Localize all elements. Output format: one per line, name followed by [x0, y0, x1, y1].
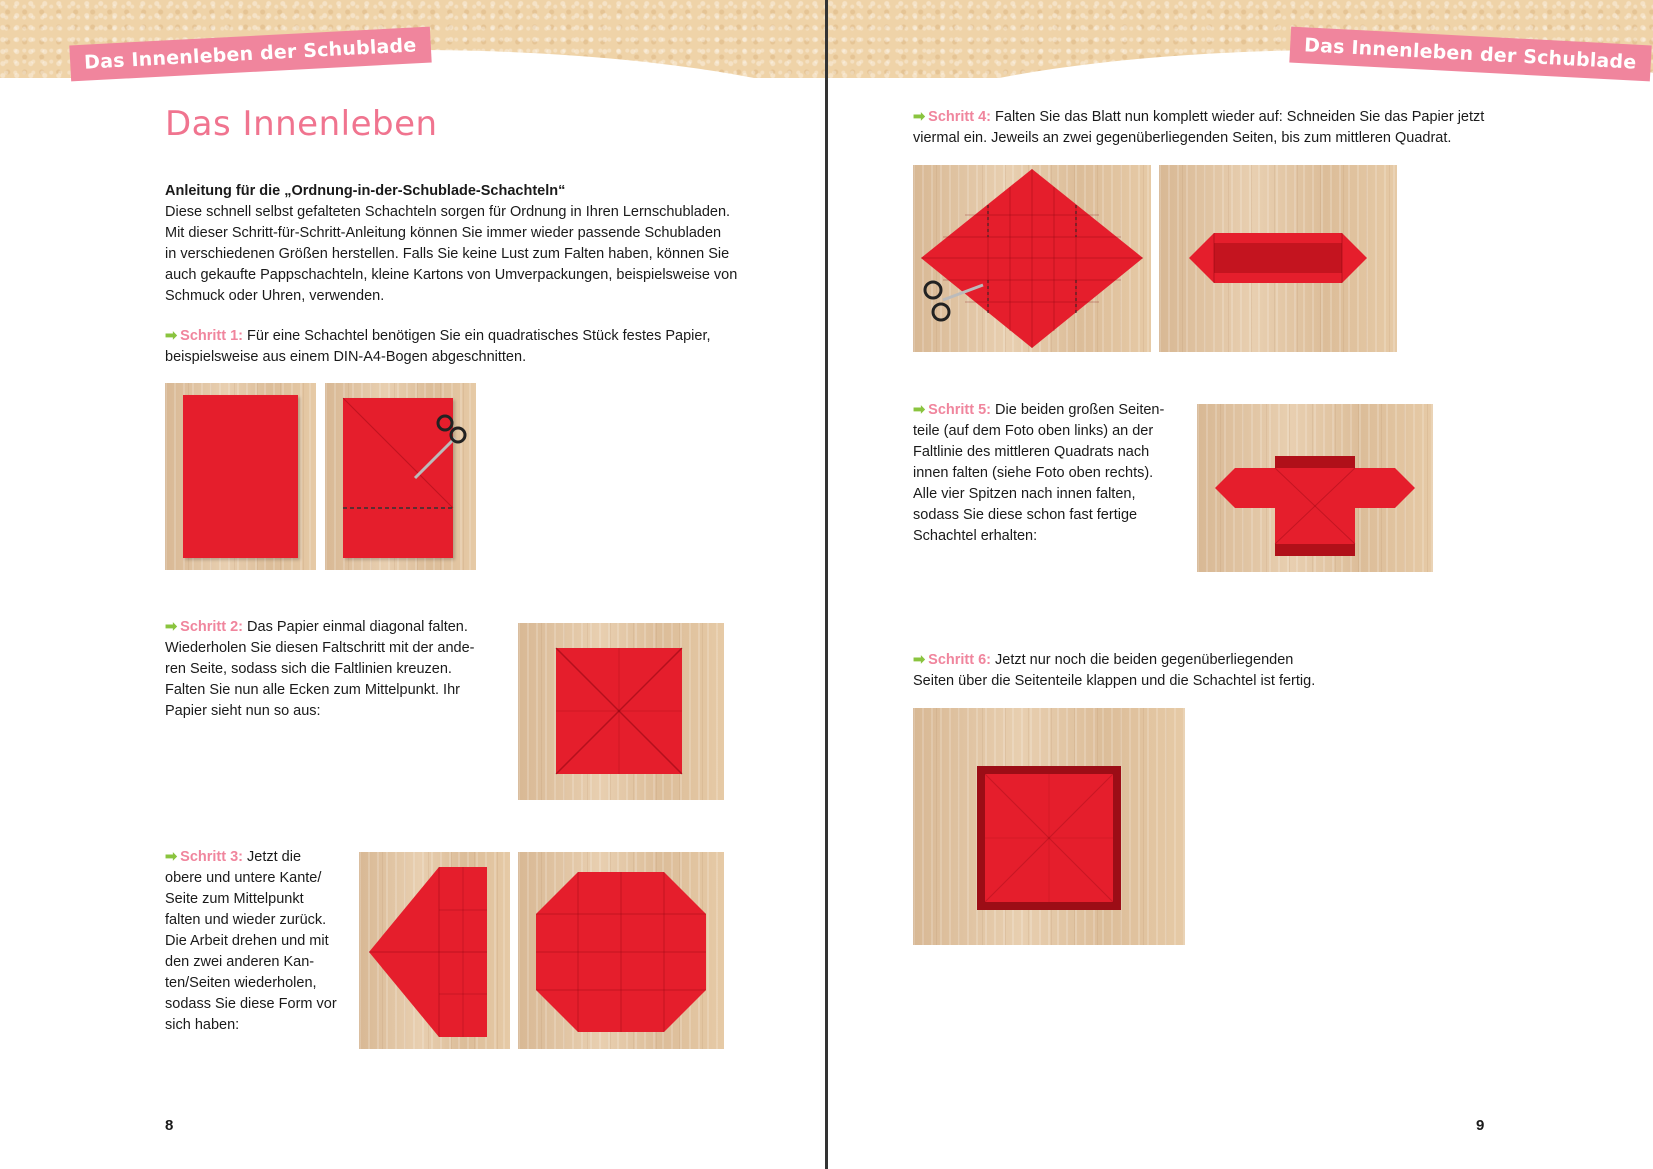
step2-line: ren Seite, sodass sich die Faltlinien kreuzen. [165, 661, 452, 677]
step2-text [165, 617, 495, 722]
step2-line: Wiederholen Sie diesen Faltschritt mit der ande- [165, 640, 475, 656]
step6-first-line: Jetzt nur noch die beiden gegenüberliegenden [995, 652, 1294, 668]
step3-line: Seite zum Mittelpunkt [165, 891, 304, 907]
section-tab-left: Das Innenleben der Schublade [69, 27, 431, 82]
step5-line: sodass Sie diese schon fast fertige [913, 507, 1138, 523]
page-number-left: 8 [165, 1117, 174, 1134]
right-arrow-icon: ➡ [165, 328, 178, 344]
step2-label: Schritt 2: [180, 619, 243, 635]
photo-half-fold [359, 852, 510, 1049]
step3-line: sich haben: [165, 1017, 240, 1033]
step3-text [165, 847, 345, 1036]
right-page [828, 0, 1653, 1169]
step5-line: innen falten (siehe Foto oben rechts). [913, 465, 1154, 481]
step1-label: Schritt 1: [180, 328, 243, 344]
step2-line: Falten Sie nun alle Ecken zum Mittelpunkt. Ihr [165, 682, 460, 698]
step5-line: Schachtel erhalten: [913, 528, 1038, 544]
step2-first-line: Das Papier einmal diagonal falten. [247, 619, 468, 635]
photo-almost-box [1197, 404, 1433, 572]
step3-first-line: Jetzt die [247, 849, 302, 865]
step3-line: obere und untere Kante/ [165, 870, 322, 886]
step5-first-line: Die beiden großen Seiten- [995, 402, 1165, 418]
step4-text [913, 107, 1633, 149]
page-number-right: 9 [1476, 1117, 1485, 1134]
intro-heading: Anleitung für die „Ordnung-in-der-Schublade-Schachteln“ [165, 183, 566, 199]
step3-line: ten/Seiten wiederholen, [165, 975, 317, 991]
intro-line: in verschiedenen Größen herstellen. Falls Sie keine Lust zum Falten haben, können Sie [165, 246, 730, 262]
photo-octagon [518, 852, 724, 1049]
step6-line: Seiten über die Seitenteile klappen und die Schachtel ist fertig. [913, 673, 1316, 689]
step6-label: Schritt 6: [928, 652, 991, 668]
step3-line: falten und wieder zurück. [165, 912, 327, 928]
step3-line: Die Arbeit drehen und mit [165, 933, 329, 949]
step5-line: Alle vier Spitzen nach innen falten, [913, 486, 1136, 502]
step5-label: Schritt 5: [928, 402, 991, 418]
photo-a4-paper [165, 383, 316, 570]
photo-folded-corners [518, 623, 724, 800]
section-tab-right: Das Innenleben der Schublade [1289, 27, 1651, 82]
intro-text [165, 181, 765, 307]
photo-cut-square [325, 383, 476, 570]
page-title: Das Innenleben [165, 104, 438, 144]
step1-first-line: Für eine Schachtel benötigen Sie ein quadratisches Stück festes Papier, [247, 328, 711, 344]
photo-folded-sides [1159, 165, 1397, 352]
step5-line: teile (auf dem Foto oben links) an der [913, 423, 1154, 439]
right-arrow-icon: ➡ [165, 619, 178, 635]
step4-label: Schritt 4: [928, 109, 991, 125]
step1-line: beispielsweise aus einem DIN-A4-Bogen abgeschnitten. [165, 349, 527, 365]
step1-text [165, 326, 765, 368]
photo-finished-box [913, 708, 1185, 945]
step6-text [913, 650, 1633, 692]
right-arrow-icon: ➡ [913, 109, 926, 125]
right-arrow-icon: ➡ [913, 652, 926, 668]
step3-label: Schritt 3: [180, 849, 243, 865]
scissors-icon [325, 383, 476, 570]
step5-text [913, 400, 1183, 547]
step3-line: den zwei anderen Kan- [165, 954, 315, 970]
right-arrow-icon: ➡ [165, 849, 178, 865]
intro-line: Schmuck oder Uhren, verwenden. [165, 288, 385, 304]
intro-line: auch gekaufte Pappschachteln, kleine Kartons von Umverpackungen, beispielsweise von [165, 267, 738, 283]
step5-line: Faltlinie des mittleren Quadrats nach [913, 444, 1150, 460]
intro-line: Diese schnell selbst gefalteten Schachteln sorgen für Ordnung in Ihren Lernschubladen. [165, 204, 731, 220]
photo-cut-grid [913, 165, 1151, 352]
right-arrow-icon: ➡ [913, 402, 926, 418]
step3-line: sodass Sie diese Form vor [165, 996, 337, 1012]
left-page [0, 0, 826, 1169]
step2-line: Papier sieht nun so aus: [165, 703, 321, 719]
step4-first-line: Falten Sie das Blatt nun komplett wieder auf: Schneiden Sie das Papier jetzt [995, 109, 1485, 125]
step4-line: viermal ein. Jeweils an zwei gegenüberliegenden Seiten, bis zum mittleren Quadrat. [913, 130, 1452, 146]
intro-line: Mit dieser Schritt-für-Schritt-Anleitung können Sie immer wieder passende Schubladen [165, 225, 722, 241]
